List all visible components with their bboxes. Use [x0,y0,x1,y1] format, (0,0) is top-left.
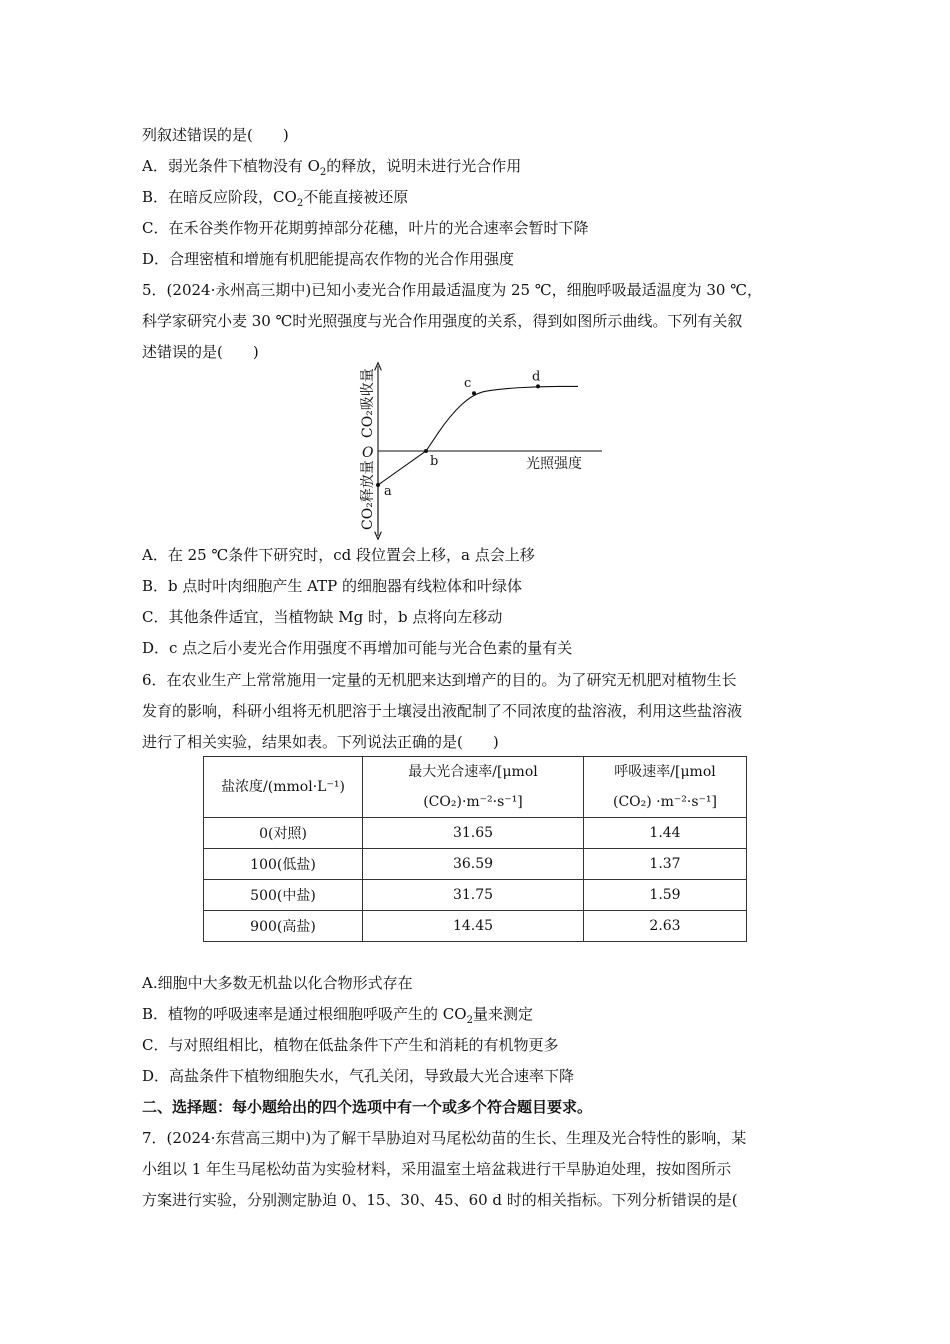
table-header-row [204,757,747,818]
table-cell: 100(低盐) [204,849,363,880]
q4-a-sub: 2 [319,167,327,178]
header-max-photosynthesis-line1: 最大光合速率/[μmol [408,764,538,780]
table-cell: 900(高盐) [204,911,363,942]
q6-b-pre: B．植物的呼吸速率是通过根细胞呼吸产生的 CO [142,1005,467,1023]
point-label-c: c [464,376,472,392]
table-row [204,880,747,911]
point-b [424,449,428,453]
q5-stem-line1: 5．(2024·永州高三期中)已知小麦光合作用最适温度为 25 ℃，细胞呼吸最适温度为 30 ℃， [142,281,762,299]
point-c [472,391,476,395]
q6-stem-line1: 6．在农业生产上常常施用一定量的无机肥来达到增产的目的。为了研究无机肥对植物生长 [142,671,737,689]
q6-b-post: 量来测定 [472,1005,533,1023]
q4-option-d: D．合理密植和增施有机肥能提高农作物的光合作用强度 [142,250,515,268]
y-axis-label-lower: CO₂释放量 [360,460,376,530]
header-max-photosynthesis [363,757,584,818]
point-label-b: b [430,454,439,469]
q4-b-post: 不能直接被还原 [303,188,409,206]
q4-b-pre: B．在暗反应阶段，CO [142,188,297,206]
point-a [376,483,380,487]
table-cell: 1.59 [584,880,747,911]
point-d [536,384,540,388]
q6-option-c: C．与对照组相比，植物在低盐条件下产生和消耗的有机物更多 [142,1036,559,1054]
table-cell: 0(对照) [204,818,363,849]
table-cell: 31.65 [363,818,584,849]
q4-a-post: 的释放，说明未进行光合作用 [326,157,522,175]
header-respiration-line1: 呼吸速率/[μmol [614,764,716,780]
q6-option-a: A.细胞中大多数无机盐以化合物形式存在 [142,974,413,992]
q6-b-sub: 2 [466,1015,473,1026]
table-row [204,911,747,942]
header-salt-concentration: 盐浓度/(mmol·L⁻¹) [204,757,363,818]
q6-stem-line2: 发育的影响，科研小组将无机肥溶于土壤浸出液配制了不同浓度的盐溶液，利用这些盐溶液 [142,702,743,720]
table-cell: 500(中盐) [204,880,363,911]
salt-concentration-table [203,756,747,942]
x-axis-label: 光照强度 [526,456,582,472]
header-respiration-line2: (CO₂) ·m⁻²·s⁻¹] [612,794,717,810]
table-row [204,818,747,849]
section-2-heading: 二、选择题：每小题给出的四个选项中有一个或多个符合题目要求。 [142,1098,593,1116]
point-label-d: d [532,369,541,385]
header-max-photosynthesis-line2: (CO₂)·m⁻²·s⁻¹] [423,794,523,810]
q4-option-c: C．在禾谷类作物开花期剪掉部分花穗，叶片的光合速率会暂时下降 [142,219,589,237]
q6-stem-line3: 进行了相关实验，结果如表。下列说法正确的是( ) [142,733,499,751]
q7-stem-line2: 小组以 1 年生马尾松幼苗为实验材料，采用温室土培盆栽进行干旱胁迫处理，按如图所示 [142,1160,732,1178]
q5-option-a: A．在 25 ℃条件下研究时，cd 段位置会上移，a 点会上移 [142,546,535,564]
q5-option-d: D．c 点之后小麦光合作用强度不再增加可能与光合色素的量有关 [142,639,573,657]
q4-option-b [142,187,408,214]
point-label-a: a [384,484,392,499]
q7-stem-line1: 7．(2024·东营高三期中)为了解干旱胁迫对马尾松幼苗的生长、生理及光合特性的影响，某 [142,1129,747,1147]
origin-label: O [362,445,374,461]
q4-b-sub: 2 [296,198,304,209]
q5-stem-line3: 述错误的是( ) [142,343,259,361]
q5-stem-line2: 科学家研究小麦 30 ℃时光照强度与光合作用强度的关系，得到如图所示曲线。下列有关叙 [142,312,743,330]
q4-option-a [142,156,521,183]
q5-option-b: B．b 点时叶肉细胞产生 ATP 的细胞器有线粒体和叶绿体 [142,577,523,595]
q4-stem-end: 列叙述错误的是( ) [142,126,289,144]
table-cell: 31.75 [363,880,584,911]
q5-option-c: C．其他条件适宜，当植物缺 Mg 时，b 点将向左移动 [142,608,503,626]
table-cell: 36.59 [363,849,584,880]
light-photosynthesis-chart [340,360,610,540]
header-respiration [584,757,747,818]
q6-option-b [142,1004,533,1031]
table-cell: 2.63 [584,911,747,942]
table-cell: 1.37 [584,849,747,880]
q6-option-d: D．高盐条件下植物细胞失水，气孔关闭，导致最大光合速率下降 [142,1067,575,1085]
table-cell: 14.45 [363,911,584,942]
table-row [204,849,747,880]
y-axis-label-upper: CO₂吸收量 [360,368,376,438]
table-cell: 1.44 [584,818,747,849]
q4-a-pre: A．弱光条件下植物没有 O [142,157,320,175]
q7-stem-line3: 方案进行实验，分别测定胁迫 0、15、30、45、60 d 时的相关指标。下列分析错误的是( [142,1191,738,1209]
